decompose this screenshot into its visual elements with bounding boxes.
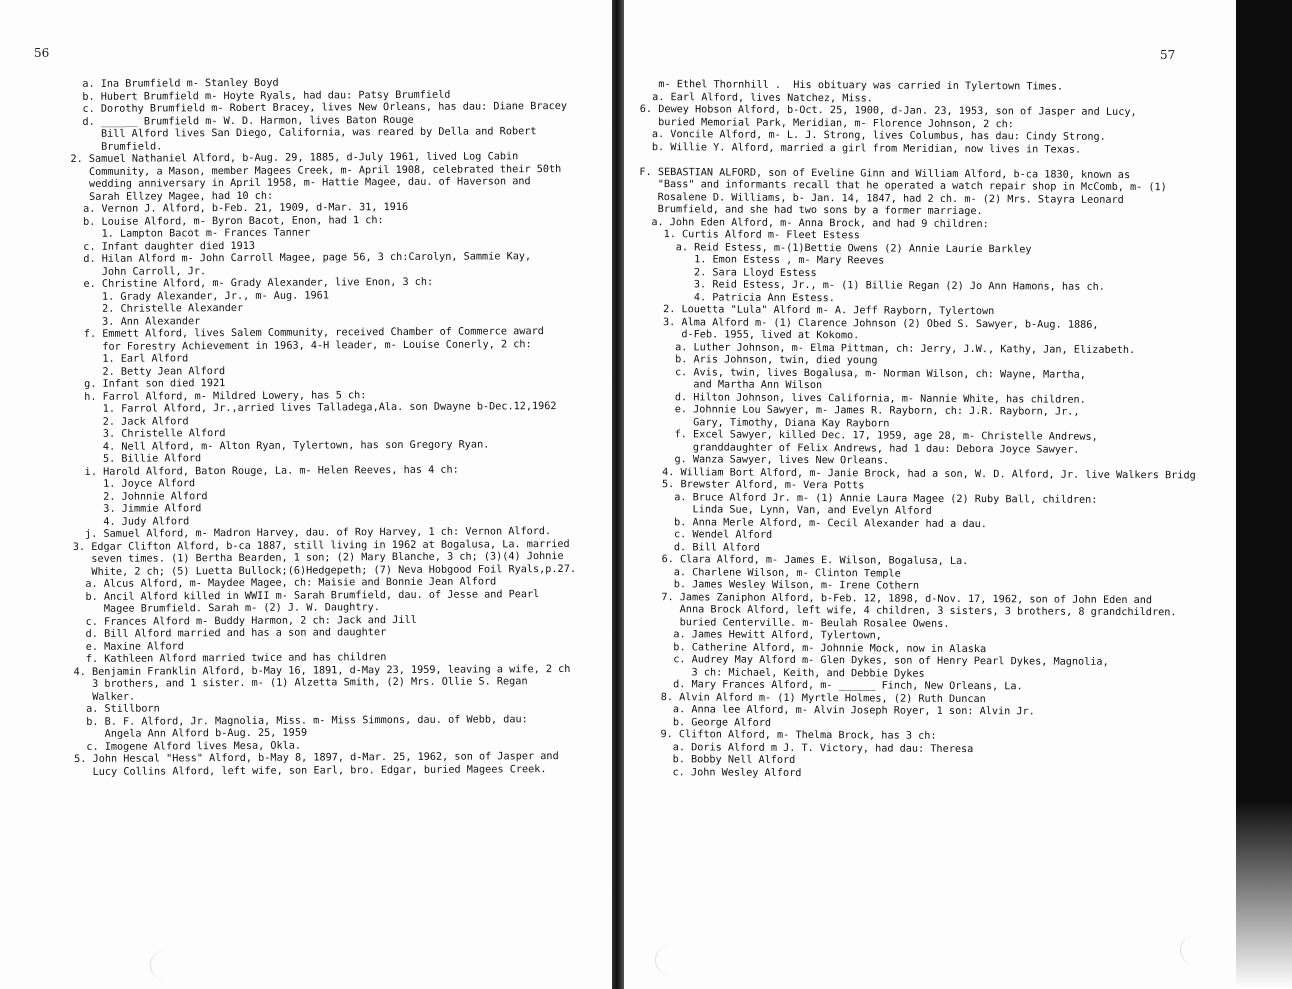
text-line: 3 ch: Michael, Keith, and Debbie Dykes <box>636 666 925 680</box>
text-line: Walker. <box>73 691 136 703</box>
text-line: granddaughter of Felix Andrews, had 1 dau: Debora Joyce Sawyer. <box>637 441 1080 456</box>
scan-mark <box>655 945 686 975</box>
text-line: Brumfield. <box>70 140 163 153</box>
text-line: 5. Billie Alford <box>72 453 202 465</box>
text-line: 7. James Zaniphon Alford, b-Feb. 12, 1898, d-Nov. 17, 1962, son of John Eden and <box>636 591 1153 606</box>
text-line: c. John Wesley Alford <box>635 766 802 779</box>
text-line: a. Stillborn <box>73 703 160 715</box>
text-line: wedding anniversary in April 1958, m- Hattie Magee, dau. of Haverson and <box>70 176 531 190</box>
text-line: a. Voncile Alford, m- L. J. Strong, lives Columbus, has dau: Cindy Strong. <box>639 128 1106 143</box>
text-line: 4. Judy Alford <box>72 515 190 528</box>
text-line: buried Centerville. m- Beulah Rosalee Owens. <box>636 616 950 630</box>
text-line: f. Emmett Alford, lives Salem Community, received Chamber of Commerce award <box>71 326 544 340</box>
text-line: c. Frances Alford m- Buddy Harmon, 2 ch: Jack and Jill <box>73 614 417 628</box>
text-line: 5. John Hescal "Hess" Alford, b-May 8, 1897, d-Mar. 25, 1962, son of Jasper and <box>74 751 559 765</box>
text-line: b. Willie Y. Alford, married a girl from Meridian, now lives in Texas. <box>639 141 1082 156</box>
text-line: 6. Clara Alford, m- James E. Wilson, Bogalusa, La. <box>637 553 969 568</box>
text-line: d. ______ Brumfield m- W. D. Harmon, lives Baton Rouge <box>70 114 414 128</box>
text-line: a. Luther Johnson, m- Elma Pittman, ch: Jerry, J.W., Kathy, Jan, Elizabeth. <box>638 341 1136 356</box>
text-line: 4. Nell Alford, m- Alton Ryan, Tylertown, has son Gregory Ryan. <box>72 438 490 453</box>
text-line: White, 2 ch; (5) Luetta Bullock;(6)Hedgepeth; (7) Neva Hobgood Foil Ryals,p.27. <box>72 563 576 578</box>
text-line: 3. Jimmie Alford <box>72 503 202 515</box>
text-line: d. Hilton Johnson, lives California, m- Nannie White, has children. <box>638 391 1086 406</box>
text-line: 1. Earl Alford <box>71 353 189 365</box>
right-page-text <box>636 79 1198 782</box>
text-line: F. SEBASTIAN ALFORD, son of Eveline Ginn and William Alford, b-ca 1830, known as <box>639 166 1131 181</box>
text-line: 2. Samuel Nathaniel Alford, b-Aug. 29, 1885, d-July 1961, lived Log Cabin <box>70 151 519 165</box>
text-line: a. John Eden Alford, m- Anna Brock, and had 9 children: <box>639 216 989 230</box>
text-line: 2. Louetta "Lula" Alford m- A. Jeff Rayborn, Tylertown <box>638 303 995 318</box>
text-line: i. Harold Alford, Baton Rouge, La. m- Helen Reeves, has 4 ch: <box>72 464 459 478</box>
left-page-text <box>70 76 577 779</box>
text-line: Magee Brumfield. Sarah m- (2) J. W. Daughtry. <box>73 602 380 615</box>
text-line: 1. Emon Estess , m- Mary Reeves <box>638 253 885 267</box>
text-line: b. Catherine Alford, m- Johnnie Mock, now in Alaska <box>636 641 987 655</box>
text-line: e. Christine Alford, m- Grady Alexander, live Enon, 3 ch: <box>71 276 434 290</box>
text-line: 2. Betty Jean Alford <box>71 365 226 378</box>
text-line: b. Aris Johnson, twin, died young <box>638 353 878 367</box>
text-line: d-Feb. 1955, lived at Kokomo. <box>638 328 860 342</box>
text-line: 1. Curtis Alford m- Fleet Estess <box>639 228 860 242</box>
text-line: Gary, Timothy, Diana Kay Rayborn <box>637 416 890 430</box>
text-line: b. Bobby Nell Alford <box>635 753 796 766</box>
text-line: f. Kathleen Alford married twice and has children <box>73 652 387 665</box>
text-line: 1. Joyce Alford <box>72 478 196 490</box>
text-line: c. Wendel Alford <box>637 528 773 541</box>
right-page-number: 57 <box>1160 48 1176 62</box>
text-line: 1. Lampton Bacot m- Frances Tanner <box>70 227 311 240</box>
text-line: a. Reid Estess, m-(1)Bettie Owens (2) Annie Laurie Barkley <box>638 241 1032 255</box>
text-line: 3. Edgar Clifton Alford, b-ca 1887, still living in 1962 at Bogalusa, La. married <box>72 538 570 553</box>
text-line: Community, a Mason, member Magees Creek, m- April 1908, celebrated their 50th <box>70 163 562 178</box>
text-line: a. James Hewitt Alford, Tylertown, <box>636 628 882 642</box>
text-line: g. Infant son died 1921 <box>71 378 226 390</box>
text-line: 2. Christelle Alexander <box>71 302 244 315</box>
text-line: 3. Reid Estess, Jr., m- (1) Billie Regan (2) Jo Ann Hamons, has ch. <box>638 278 1105 293</box>
text-line: 4. Patricia Ann Estess. <box>638 291 835 304</box>
text-line: a. Vernon J. Alford, b-Feb. 21, 1909, d-Mar. 31, 1916 <box>70 201 409 215</box>
text-line: b. Ancil Alford killed in WWII m- Sarah Brumfield, dau. of Jesse and Pearl <box>73 588 540 603</box>
text-line: for Forestry Achievement in 1963, 4-H leader, m- Louise Conerly, 2 ch: <box>71 338 532 353</box>
text-line: c. Imogene Alford lives Mesa, Okla. <box>74 740 302 753</box>
text-line: Bill Alford lives San Diego, California, was reared by Della and Robert <box>70 126 537 140</box>
text-line: 2. Jack Alford <box>72 415 189 428</box>
text-line: a. Doris Alford m J. T. Victory, had dau: Theresa <box>635 741 974 755</box>
text-line: c. Infant daughter died 1913 <box>70 240 256 253</box>
text-line: 3. Alma Alford m- (1) Clarence Johnson (2) Obed S. Sawyer, b-Aug. 1886, <box>638 316 1099 331</box>
text-line: 2. Johnnie Alford <box>72 490 208 503</box>
text-line: d. Bill Alford <box>637 541 760 554</box>
text-line: seven times. (1) Bertha Bearden, 1 son; (2) Mary Blanche, 3 ch; (3)(4) Johnie <box>72 550 564 565</box>
book-gutter <box>612 0 624 989</box>
text-line: 1. Grady Alexander, Jr., m- Aug. 1961 <box>71 289 329 303</box>
text-line: a. Alcus Alford, m- Maydee Magee, ch: Maisie and Bonnie Jean Alford <box>73 576 497 590</box>
text-line: b. B. F. Alford, Jr. Magnolia, Miss. m- Miss Simmons, dau. of Webb, dau: <box>73 713 528 728</box>
text-line: b. Anna Merle Alford, m- Cecil Alexander had a dau. <box>637 516 987 530</box>
text-line: Anna Brock Alford, left wife, 4 children, 3 sisters, 3 brothers, 8 grandchildren. <box>636 603 1177 619</box>
text-line: 1. Farrol Alford, Jr.,arried lives Talladega,Ala. son Dwayne b-Dec.12,1962 <box>71 401 557 415</box>
text-line: j. Samuel Alford, m- Madron Harvey, dau. of Roy Harvey, 1 ch: Vernon Alford. <box>72 526 552 540</box>
text-line: John Carroll, Jr. <box>71 265 207 278</box>
text-line: c. Avis, twin, lives Bogalusa, m- Norman Wilson, ch: Wayne, Martha, <box>638 366 1086 381</box>
text-line: c. Dorothy Brumfield m- Robert Bracey, lives New Orleans, has dau: Diane Bracey <box>70 100 568 115</box>
text-line: 3. Ann Alexander <box>71 315 201 328</box>
text-line: Angela Ann Alford b-Aug. 25, 1959 <box>73 727 308 740</box>
text-line: 3 brothers, and 1 sister. m- (1) Alzetta Smith, (2) Mrs. Ollie S. Regan <box>73 676 528 690</box>
text-line: Sarah Ellzey Magee, had 10 ch: <box>70 190 274 203</box>
text-line: a. Bruce Alford Jr. m- (1) Annie Laura Magee (2) Ruby Ball, children: <box>637 491 1098 506</box>
scan-dark-edge <box>1236 0 1292 800</box>
text-line: b. James Wesley Wilson, m- Irene Cothern <box>636 578 920 592</box>
text-line: b. Hubert Brumfield m- Hoyte Ryals, had dau: Patsy Brumfield <box>70 89 451 103</box>
text-line: d. Bill Alford married and has a son and daughter <box>73 627 387 640</box>
text-line: buried Memorial Park, Meridian, m- Florence Johnson, 2 ch: <box>639 116 1014 130</box>
text-line: m- Ethel Thornhill . His obituary was carried in Tylertown Times. <box>639 79 1064 93</box>
text-line: b. George Alford <box>636 716 772 729</box>
text-line: 4. William Bort Alford, m- Janie Brock, had a son, W. D. Alford, Jr. live Walkers Bridg <box>637 466 1196 481</box>
text-line: "Bass" and informants recall that he operated a watch repair shop in McComb, m- (1) <box>639 178 1167 194</box>
text-line: 2. Sara Lloyd Estess <box>638 266 817 279</box>
text-line: Rosalene D. Williams, b- Jan. 14, 1847, had 2 ch. m- (2) Mrs. Stayra Leonard <box>639 191 1124 206</box>
text-line: 4. Benjamin Franklin Alford, b-May 16, 1891, d-May 23, 1959, leaving a wife, 2 ch <box>73 663 571 678</box>
text-line: d. Mary Frances Alford, m- ______ Finch, New Orleans, La. <box>636 678 1023 693</box>
text-line: a. Ina Brumfield m- Stanley Boyd <box>70 77 279 90</box>
text-line: Lucy Collins Alford, left wife, son Earl, bro. Edgar, buried Magees Creek. <box>74 763 547 778</box>
scan-dark-edge-fade <box>1236 800 1292 989</box>
text-line: 9. Clifton Alford, m- Thelma Brock, has 3 ch: <box>635 728 937 742</box>
text-line: a. Anna lee Alford, m- Alvin Joseph Royer, 1 son: Alvin Jr. <box>636 703 1035 718</box>
left-page-number: 56 <box>34 46 50 60</box>
scan-mark <box>150 950 181 980</box>
text-line: d. Hilan Alford m- John Carroll Magee, page 56, 3 ch:Carolyn, Sammie Kay, <box>71 251 532 265</box>
text-line: a. Earl Alford, lives Natchez, Miss. <box>639 91 873 104</box>
text-line: 5. Brewster Alford, m- Vera Potts <box>637 478 865 492</box>
text-line: 6. Dewey Hobson Alford, b-Oct. 25, 1900, d-Jan. 23, 1953, son of Jasper and Lucy, <box>639 103 1137 119</box>
text-line: Linda Sue, Lynn, Van, and Evelyn Alford <box>637 503 932 517</box>
scan-mark <box>1180 935 1211 965</box>
text-line: f. Excel Sawyer, killed Dec. 17, 1959, age 28, m- Christelle Andrews, <box>637 428 1098 443</box>
text-line: a. Charlene Wilson, m- Clinton Temple <box>636 566 901 580</box>
text-line: h. Farrol Alford, m- Mildred Lowery, has 5 ch: <box>71 389 367 403</box>
text-line: e. Maxine Alford <box>73 640 184 653</box>
text-line: and Martha Ann Wilson <box>638 378 823 392</box>
text-line: 8. Alvin Alford m- (1) Myrtle Holmes, (2) Ruth Duncan <box>636 691 986 705</box>
text-line: 3. Christelle Alford <box>72 428 226 440</box>
text-line: Brumfield, and she had two sons by a former marriage. <box>639 203 983 218</box>
text-line: e. Johnnie Lou Sawyer, m- James R. Rayborn, ch: J.R. Rayborn, Jr., <box>637 403 1080 418</box>
text-line: g. Wanza Sawyer, lives New Orleans. <box>637 453 890 467</box>
text-line: b. Louise Alford, m- Byron Bacot, Enon, had 1 ch: <box>70 214 384 228</box>
text-line: c. Audrey May Alford m- Glen Dykes, son of Henry Pearl Dykes, Magnolia, <box>636 653 1109 668</box>
